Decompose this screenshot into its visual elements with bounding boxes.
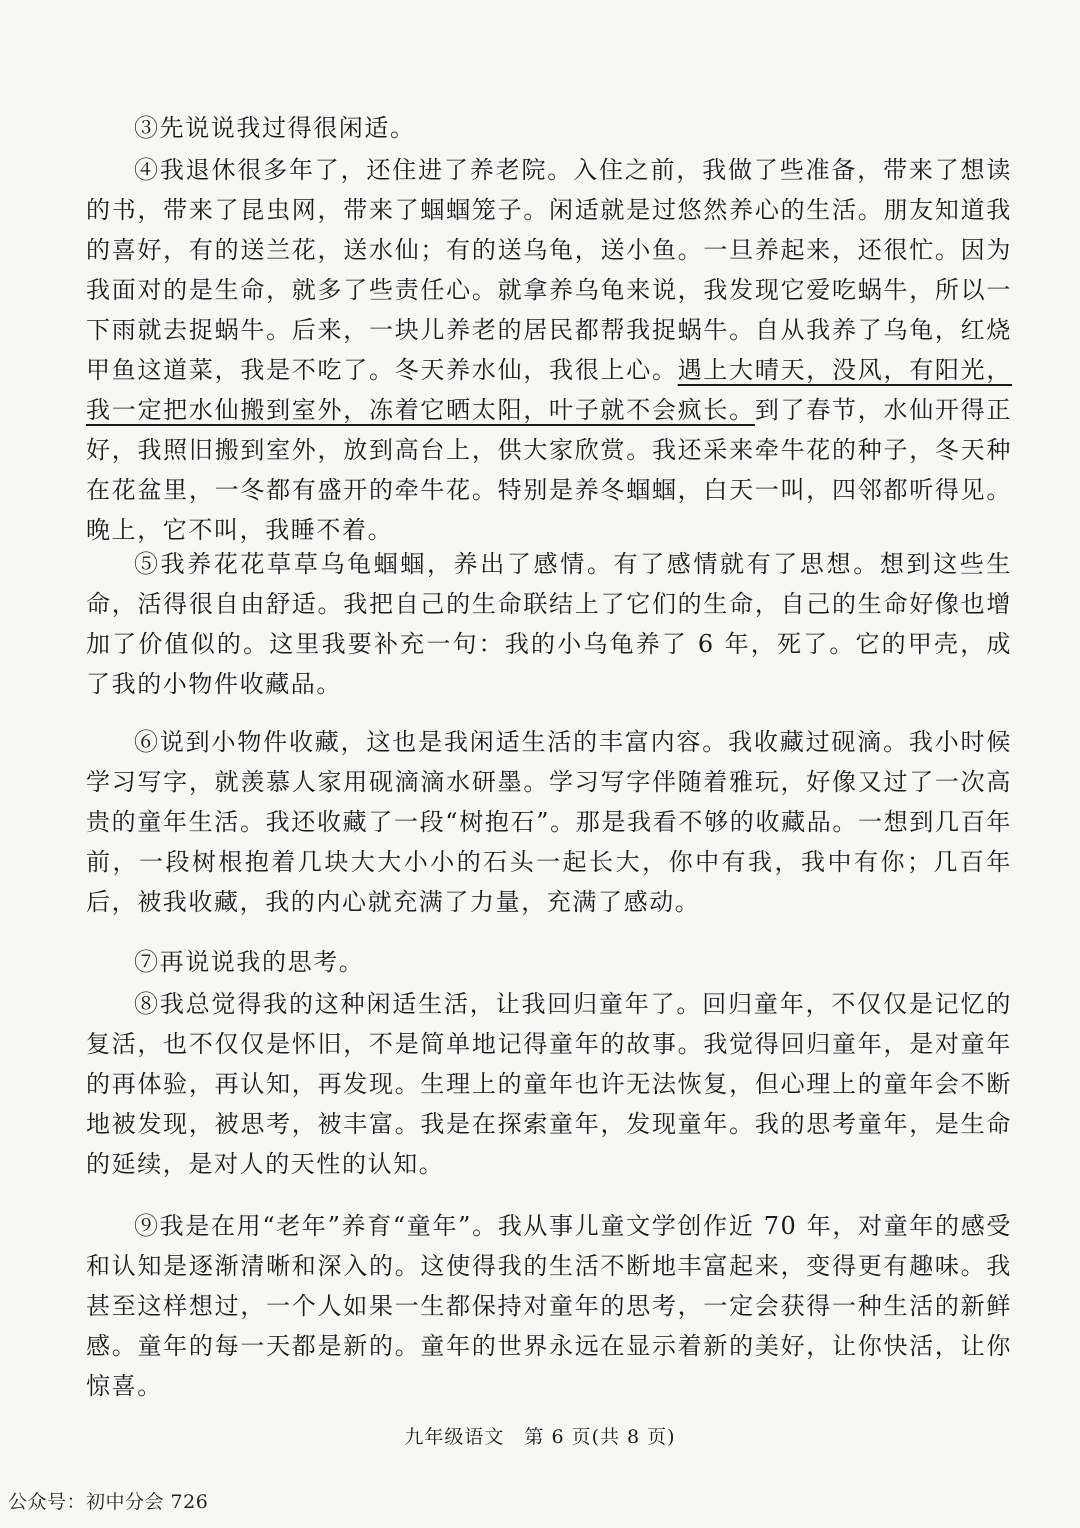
paragraph-6	[86, 722, 1012, 922]
paragraph-4-text-a: ④我退休很多年了，还住进了养老院。入住之前，我做了些准备，带来了想读的书，带来了昆虫网，带来了蝈蝈笼子。闲适就是过悠然养心的生活。朋友知道我的喜好，有的送兰花，送水仙；有的送乌龟，送小鱼。一旦养起来，还很忙。因为我面对的是生命，就多了些责任心。就拿养乌龟来说，我发现它爱吃蜗牛，所以一下雨就去捉蜗牛。后来，一块儿养老的居民都帮我捉蜗牛。自从我养了乌龟，红烧甲鱼这道菜，我是不吃了。冬天养水仙，我很上心。	[86, 156, 1012, 384]
paragraph-8-text: ⑧我总觉得我的这种闲适生活，让我回归童年了。回归童年，不仅仅是记忆的复活，也不仅仅是怀旧，不是简单地记得童年的故事。我觉得回归童年，是对童年的再体验，再认知，再发现。生理上的童年也许无法恢复，但心理上的童年会不断地被发现，被思考，被丰富。我是在探索童年，发现童年。我的思考童年，是生命的延续，是对人的天性的认知。	[86, 990, 1012, 1178]
page-number-label: 九年级语文 第 6 页(共 8 页)	[404, 1426, 676, 1448]
paragraph-5	[86, 544, 1012, 704]
paragraph-8	[86, 984, 1012, 1184]
paragraph-3	[86, 108, 1012, 148]
paragraph-4-text-b: 到了春节，水仙开得正好，我照旧搬到室外，放到高台上，供大家欣赏。我还采来牵牛花的种子，冬天种在花盆里，一冬都有盛开的牵牛花。特别是养冬蝈蝈，白天一叫，四邻都听得见。晚上，它不叫，我睡不着。	[86, 396, 1012, 544]
paragraph-4	[86, 150, 1012, 550]
paragraph-3-text: ③先说说我过得很闲适。	[134, 114, 416, 142]
paragraph-9	[86, 1206, 1012, 1406]
watermark-text: 公众号：初中分会 726	[8, 1491, 209, 1513]
paragraph-5-text: ⑤我养花花草草乌龟蝈蝈，养出了感情。有了感情就有了思想。想到这些生命，活得很自由舒适。我把自己的生命联结上了它们的生命，自己的生命好像也增加了价值似的。这里我要补充一句：我的小乌龟养了 6 年，死了。它的甲壳，成了我的小物件收藏品。	[86, 550, 1012, 698]
paragraph-7	[86, 942, 1012, 982]
paragraph-9-text: ⑨我是在用“老年”养育“童年”。我从事儿童文学创作近 70 年，对童年的感受和认知是逐渐清晰和深入的。这使得我的生活不断地丰富起来，变得更有趣味。我甚至这样想过，一个人如果一生都保持对童年的思考，一定会获得一种生活的新鲜感。童年的每一天都是新的。童年的世界永远在显示着新的美好，让你快活，让你惊喜。	[86, 1212, 1012, 1400]
paragraph-6-text: ⑥说到小物件收藏，这也是我闲适生活的丰富内容。我收藏过砚滴。我小时候学习写字，就羡慕人家用砚滴滴水研墨。学习写字伴随着雅玩，好像又过了一次高贵的童年生活。我还收藏了一段“树抱石”。那是我看不够的收藏品。一想到几百年前，一段树根抱着几块大大小小的石头一起长大，你中有我，我中有你；几百年后，被我收藏，我的内心就充满了力量，充满了感动。	[86, 728, 1012, 916]
underlined-sentence: 遇上大晴天，没风，有阳光，我一定把水仙搬到室外，冻着它晒太阳，叶子就不会疯长。	[86, 356, 1012, 424]
paragraph-7-text: ⑦再说说我的思考。	[134, 948, 365, 976]
page-footer	[0, 1422, 1080, 1449]
